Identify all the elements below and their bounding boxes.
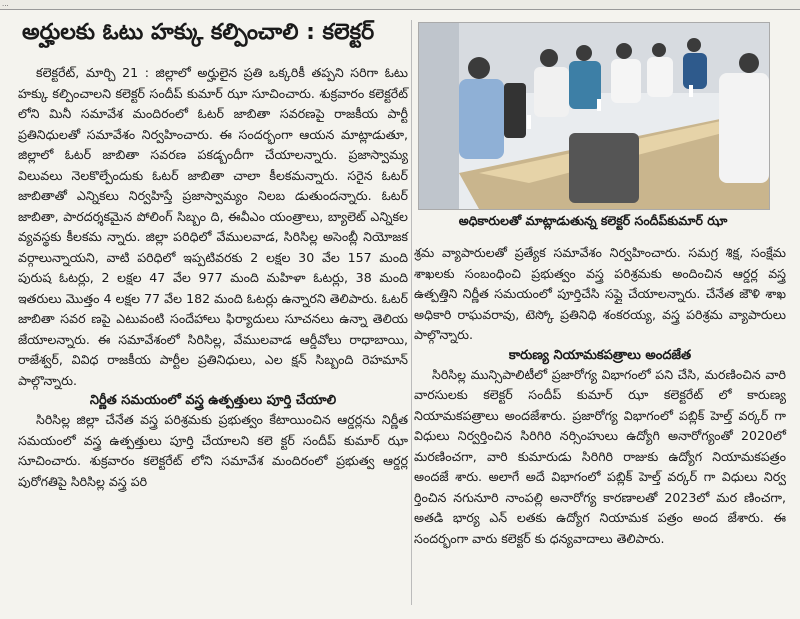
meeting-photo: [418, 22, 770, 210]
photo-caption: అధికారులతో మాట్లాడుతున్న కలెక్టర్ సందీప్‌కుమార్ ఝా: [458, 213, 728, 228]
subheading-compassionate: కారుణ్య నియామకపత్రాలు అందజేత: [508, 347, 692, 363]
right-column: [414, 243, 786, 549]
article-paragraph-1: కలెక్టరేట్, మార్చి 21 : జిల్లాలో అర్హులైన ప్రతి ఒక్కరికీ తప్పని సరిగా ఓటు హక్కు కల్పించాలని కలెక్టర్ సందీప్ కుమార్ ఝా సూచించారు. శుక్రవారం కలెక్టరేట్ లోని మినీ సమావేశ మందిరంలో ఓటర్ జాబితా సవరణపై రాజకీయ పార్టీ ప్రతినిధులతో సమావేశం నిర్వహించారు. ఈ సందర్భంగా ఆయన మాట్లాడుతూ, జిల్లాలో ఓటర్ జాబితా సవరణ పకడ్బందీగా చేయాలన్నారు. ప్రజాస్వామ్య విలువలు నెలకొల్పేందుకు ఓటర్ జాబితా చాలా కీలకమన్నారు. సరైన ఓటర్ జాబితాతో ఎన్నికలు నిర్వహిస్తే ప్రజాస్వామ్యం నిలబ డుతుందన్నారు. ఓటర్ జాబితా, పారదర్శకమైన పోలింగ్ సిబ్బం ది, ఈవీఎం యంత్రాలు, బ్యాలెట్ ఎన్నికల వ్యవస్థకు కీలకమ న్నారు. జిల్లా పరిధిలో వేములవాడ, సిరిసిల్ల అసెంబ్లీ నియోజక వర్గాలున్నాయని, వాటి పరిధిలో ఇప్పటివరకు 2 లక్షల 30 వేల 157 మంది పురుష ఓటర్లు, 2 లక్షల 47 వేల 977 మంది మహిళా ఓటర్లు, 38 మంది ఇతరులు మొత్తం 4 లక్షల 77 వేల 182 మంది ఓటర్లు ఉన్నారని తెలిపారు. ఓటర్ జాబితా సవర ణపై ఎటువంటి సందేహాలు ఫిర్యాదులు సూచనలు ఉన్నా తెలియ జేయాలన్నారు. ఈ సమావేశంలో సిరిసిల్ల, వేములవాడ ఆర్డీవోలు రాధాబాయి, రాజేశ్వర్, వివిధ రాజకీయ పార్టీల ప్రతినిధులు, ఎల క్షన్ సిబ్బంది రెహమాన్ పాల్గొన్నారు.: [18, 65, 408, 388]
photo-illustration: [419, 23, 769, 209]
subheading-textile: నిర్ణీత సమయంలో వస్త్ర ఉత్పత్తులు పూర్తి చేయాలి: [89, 393, 337, 408]
column-divider: [411, 20, 412, 605]
left-column: [18, 63, 408, 492]
headline: అర్హులకు ఓటు హక్కు కల్పించాలి : కలెక్టర్: [22, 20, 375, 45]
header-strip: ...: [0, 0, 800, 10]
article-paragraph-3: శ్రమ వ్యాపారులతో ప్రత్యేక సమావేశం నిర్వహించారు. సమగ్ర శిక్ష, సంక్షేమ శాఖలకు సంబంధించి ప్రభుత్వం వస్త్ర పరిశ్రమకు అందించిన ఆర్డర్ల వస్త్ర ఉత్పత్తిని నిర్ణీత సమయంలో పూర్తిచేసి సప్లై చేయాలన్నారు. చేనేత జౌళి శాఖ అధికారి రాఘవరావు, టెస్కో ప్రతినిధి శంకరయ్య, వస్త్ర పరిశ్రమ వ్యాపారులు పాల్గొన్నారు.: [414, 245, 786, 342]
article-paragraph-2: సిరిసిల్ల జిల్లా చేనేత వస్త్ర పరిశ్రమకు ప్రభుత్వం కేటాయించిన ఆర్డర్లను నిర్ణీత సమయంలో వస్త్ర ఉత్పత్తులు పూర్తి చేయాలని కలె క్టర్ సందీప్ కుమార్ ఝా సూచించారు. శుక్రవారం కలెక్టరేట్ లోని సమావేశ మందిరంలో ప్రభుత్వ ఆర్డర్ల పురోగతిపై సిరిసిల్ల వస్త్ర పరి: [18, 412, 408, 489]
article-paragraph-4: సిరిసిల్ల మున్సిపాలిటీలో ప్రజారోగ్య విభాగంలో పని చేసి, మరణించిన వారి వారసులకు కలెక్టర్ సందీప్ కుమార్ ఝా కలెక్టరేట్ లో కారుణ్య నియామకపత్రాలు అందజేశారు. ప్రజారోగ్య విభాగంలో పబ్లిక్ హెల్త్ వర్కర్ గా విధులు నిర్వర్తించిన సిరిగిరి నర్సింహులు ఉద్యోగి అనారోగ్యంతో 2020లో మరణించగా, వారి కుమారుడు సిరిగిరి రాజుకు ఉద్యోగ నియామకపత్రం అందజే శారు. అలాగే అదే విభాగంలో పబ్లిక్ హెల్త్ వర్కర్ గా విధులు నిర్వ ర్తించిన నగునూరి నాంపల్లి అనారోగ్య కారణాలతో 2023లో మర ణించగా, అతడి భార్య ఎన్ లతకు ఉద్యోగ నియామక పత్రం అంద జేశారు. ఈ సందర్భంగా వారు కలెక్టర్ కు ధన్యవాదాలు తెలిపారు.: [414, 366, 786, 546]
